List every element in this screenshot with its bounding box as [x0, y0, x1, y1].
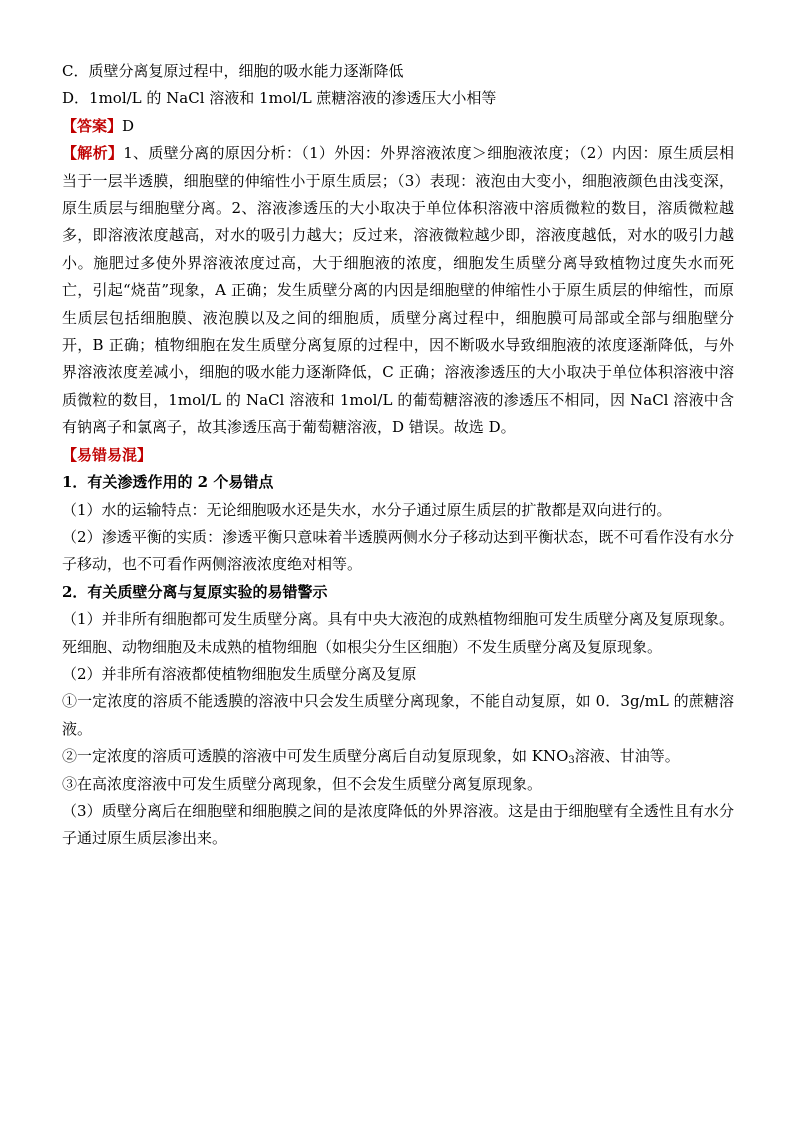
section2-item-4-tail: 溶液、甘油等。: [574, 747, 680, 766]
section2-item-1: （1）并非所有细胞都可发生质壁分离。具有中央大液泡的成熟植物细胞可发生质壁分离及复原现象。死细胞、动物细胞及未成熟的植物细胞（如根尖分生区细胞）不发生质壁分离及复原现象。: [62, 610, 734, 656]
answer-line: [62, 113, 734, 140]
pitfalls-label: 【易错易混】: [62, 445, 153, 464]
section2-item-4-text: ②一定浓度的溶质可透膜的溶液中可发生质壁分离后自动复原现象，如 KNO: [62, 747, 569, 766]
section2-item-4: [62, 743, 734, 770]
document-page: [62, 58, 734, 853]
section2-item-2: （2）并非所有溶液都使植物细胞发生质壁分离及复原: [62, 664, 417, 683]
pitfalls-label-line: [62, 442, 734, 469]
analysis-text: 1、质壁分离的原因分析：（1）外因：外界溶液浓度＞细胞液浓度；（2）内因：原生质层相当于一层半透膜，细胞壁的伸缩性小于原生质层；（3）表现：液泡由大变小，细胞液颜色由浅变深，原生质层与细胞壁分离。2、溶液渗透压的大小取决于单位体积溶液中溶质微粒的数目，溶质微粒越多，即溶液浓度越高，对水的吸引力越大；反过来，溶液微粒越少即，溶液度越低，对水的吸引力越小。施肥过多使外界溶液浓度过高，大于细胞液的浓度，细胞发生质壁分离导致植物过度失水而死亡，引起“烧苗”现象，A 正确；发生质壁分离的内因是细胞壁的伸缩性小于原生质层的伸缩性，而原生质层包括细胞膜、液泡膜以及之间的细胞质，质壁分离过程中，细胞膜可局部或全部与细胞壁分开，B 正确；植物细胞在发生质壁分离复原的过程中，因不断吸水导致细胞液的浓度逐渐降低，与外界溶液浓度差减小，细胞的吸水能力逐渐降低，C 正确；溶液渗透压的大小取决于单位体积溶液中溶质微粒的数目，1mol/L 的 NaCl 溶液和 1mol/L 的葡萄糖溶液的渗透压不相同，因 NaCl 溶液中含有钠离子和氯离子，故其渗透压高于葡萄糖溶液，D 错误。故选 D。: [62, 144, 734, 437]
section2-title: 2．有关质壁分离与复原实验的易错警示: [62, 582, 328, 601]
section1-item-2: （2）渗透平衡的实质：渗透平衡只意味着半透膜两侧水分子移动达到平衡状态，既不可看作没有水分子移动，也不可看作两侧溶液浓度绝对相等。: [62, 527, 734, 574]
section2-item-6: （3）质壁分离后在细胞壁和细胞膜之间的是浓度降低的外界溶液。这是由于细胞壁有全透性且有水分子通过原生质层渗出来。: [62, 801, 734, 848]
section2-item-5: ③在高浓度溶液中可发生质壁分离现象，但不会发生质壁分离复原现象。: [62, 774, 543, 793]
answer-value: D: [122, 116, 135, 135]
option-c: C．质壁分离复原过程中，细胞的吸水能力逐渐降低: [62, 62, 404, 80]
section2-item-3: ①一定浓度的溶质不能透膜的溶液中只会发生质壁分离现象，不能自动复原，如 0．3g/mL 的蔗糖溶液。: [62, 692, 734, 738]
option-d: D．1mol/L 的 NaCl 溶液和 1mol/L 蔗糖溶液的渗透压大小相等: [62, 89, 497, 108]
subscript-3: 3: [568, 755, 575, 767]
section1-item-1: （1）水的运输特点：无论细胞吸水还是失水，水分子通过原生质层的扩散都是双向进行的。: [62, 500, 672, 519]
answer-label: 【答案】: [62, 116, 123, 135]
analysis-label: 【解析】: [62, 144, 124, 163]
analysis-paragraph: [62, 140, 734, 441]
section1-title: 1．有关渗透作用的 2 个易错点: [62, 473, 274, 492]
